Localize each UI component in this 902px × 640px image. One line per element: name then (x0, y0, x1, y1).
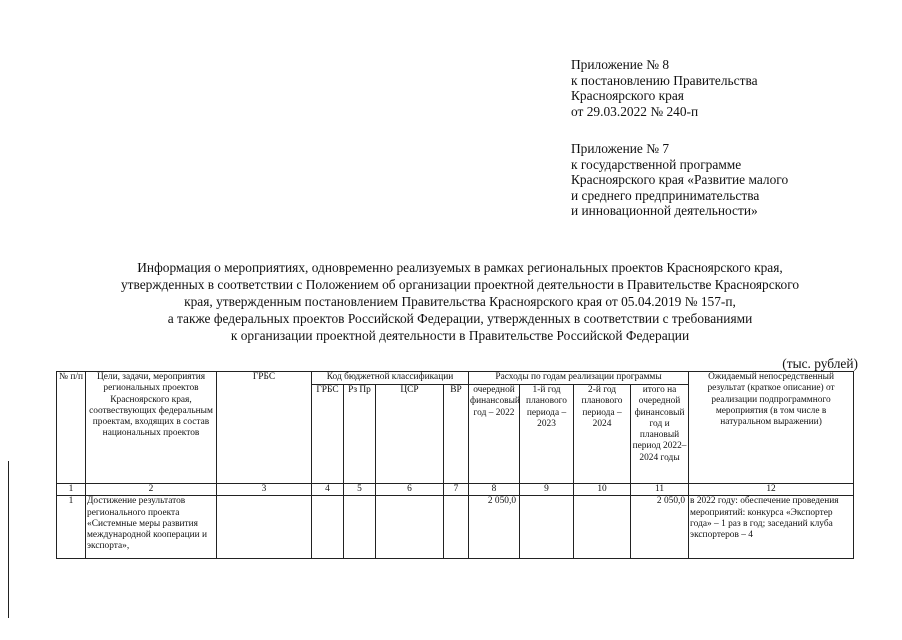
column-index: 1 (57, 484, 86, 496)
column-index: 2 (86, 484, 217, 496)
column-index: 3 (217, 484, 312, 496)
appendix-8-line: Красноярского края (571, 88, 684, 104)
header-goals: Цели, задачи, мероприятия региональных проектов Красноярского края, соотвествующих федеральным проектам, входящих в состав национальных проектов (86, 372, 217, 484)
appendix-7-line: Приложение № 7 (571, 141, 670, 156)
scan-margin-line (8, 461, 9, 618)
column-index: 4 (312, 484, 344, 496)
appendix-7-line: Красноярского края «Развитие малого (571, 172, 789, 188)
title-line: а также федеральных проектов Российской Федерации, утвержденных в соответствии с требованиями (167, 311, 753, 327)
header-expenses: Расходы по годам реализации программы (469, 372, 689, 385)
subheader-2022: очередной финансовый год – 2022 (469, 385, 520, 484)
subheader-total: итого на очередной финансовый год и плановый период 2022–2024 годы (631, 385, 689, 484)
title-line: к организации проектной деятельности в Правительстве Российской Федерации (230, 328, 690, 344)
subheader-2024: 2-й год планового периода – 2024 (574, 385, 631, 484)
column-index: 8 (469, 484, 520, 496)
appendix-7-block (571, 141, 788, 219)
column-index-row (57, 484, 854, 496)
appendix-7-line: и среднего предпринимательства (571, 187, 760, 203)
cell-goal: Достижение результатов регионального проекта «Системные меры развития международной кооперации и экспорта», (86, 496, 217, 559)
subheader-2023: 1-й год планового периода – 2023 (520, 385, 574, 484)
subheader-rzpr: Рз Пр (344, 385, 376, 484)
appendix-7-line: и инновационной деятельности» (571, 203, 758, 219)
appendix-8-line: от 29.03.2022 № 240-п (571, 103, 699, 119)
units-label: (тыс. рублей) (782, 356, 858, 371)
appendix-8-block (571, 57, 758, 119)
cell-num: 1 (57, 496, 86, 559)
cell-rzpr (344, 496, 376, 559)
subheader-vr: ВР (444, 385, 469, 484)
column-index: 6 (376, 484, 444, 496)
cell-2024 (574, 496, 631, 559)
column-index: 10 (574, 484, 631, 496)
table-row (57, 496, 854, 559)
cell-vr (444, 496, 469, 559)
cell-2023 (520, 496, 574, 559)
title-line: Информация о мероприятиях, одновременно реализуемых в рамках региональных проектов Красноярского края, (137, 260, 783, 275)
header-kbk: Код бюджетной классификации (312, 372, 469, 385)
appendix-8-line: Приложение № 8 (571, 57, 670, 72)
title-line: утвержденных в соответствии с Положением об организации проектной деятельности в Правительстве Красноярского (120, 277, 800, 293)
column-index: 5 (344, 484, 376, 496)
events-table (56, 371, 854, 559)
column-index: 11 (631, 484, 689, 496)
header-result: Ожидаемый непосредственный результат (краткое описание) от реализации подпрограммного мероприятия (в том числе в натуральном выражении) (689, 372, 854, 484)
document-title (60, 259, 860, 344)
appendix-8-line: к постановлению Правительства (571, 72, 758, 88)
header-grbs: ГРБС (217, 372, 312, 484)
header-num: № п/п (57, 372, 86, 484)
cell-total: 2 050,0 (631, 496, 689, 559)
column-index: 7 (444, 484, 469, 496)
cell-grbs (312, 496, 344, 559)
column-index: 12 (689, 484, 854, 496)
title-line: края, утвержденным постановлением Правительства Красноярского края от 05.04.2019 № 157-п, (184, 294, 736, 310)
cell-grbs-name (217, 496, 312, 559)
table-header-row (57, 372, 854, 385)
column-index: 9 (520, 484, 574, 496)
cell-2022: 2 050,0 (469, 496, 520, 559)
appendix-7-line: к государственной программе (571, 156, 742, 172)
subheader-grbs: ГРБС (312, 385, 344, 484)
subheader-csr: ЦСР (376, 385, 444, 484)
cell-csr (376, 496, 444, 559)
cell-result: в 2022 году: обеспечение проведения мероприятий: конкурса «Экспортер года» – 1 раз в год; заседаний клуба экспортеров – 4 (689, 496, 854, 559)
